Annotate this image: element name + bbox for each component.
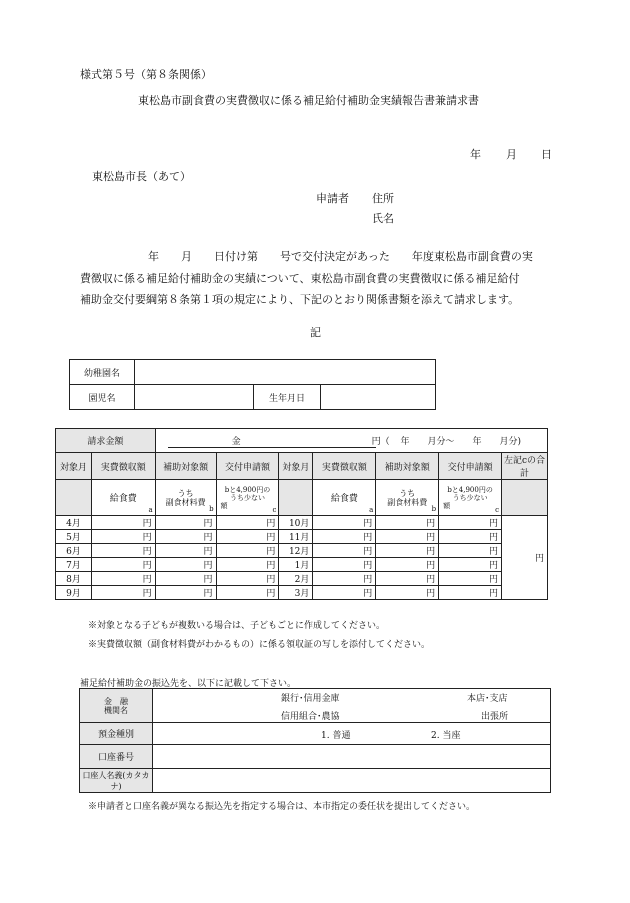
subheader-meal-2 [313, 480, 376, 516]
subheader-blank-2 [279, 480, 313, 516]
yen-request[interactable]: 円 [216, 544, 279, 558]
document-title: 東松島市副食費の実費徴収に係る補足給付補助金実績報告書兼請求書 [138, 94, 479, 107]
subheader-food [155, 480, 216, 516]
yen-open: 円（ [371, 436, 390, 447]
header-actual: 実費徴収額 [91, 453, 155, 480]
applicant-label: 申請者 [316, 192, 349, 205]
col-a-2: a [369, 506, 374, 514]
col-c-2: c [495, 506, 500, 514]
bank-type-2: 信用組合･農協 [281, 712, 340, 722]
month-row [56, 572, 548, 586]
yen-actual[interactable]: 円 [91, 516, 155, 530]
subheader-limit [216, 480, 279, 516]
claim-table [55, 428, 548, 600]
yen-subsidy-2[interactable]: 円 [376, 544, 439, 558]
yen-subsidy-2[interactable]: 円 [376, 586, 439, 600]
col-c: c [272, 506, 277, 514]
month-right: 2月 [279, 572, 313, 586]
header-subsidy-2: 補助対象額 [376, 453, 439, 480]
branch-type-1: 本店･支店 [467, 694, 508, 704]
bank-footnote: ※申請者と口座名義が異なる振込先を指定する場合は、本市指定の委任状を提出してください。 [88, 802, 476, 812]
deposit-option-checking[interactable]: 2. 当座 [431, 731, 461, 741]
name-label: 氏名 [372, 212, 394, 225]
month-right: 3月 [279, 586, 313, 600]
limit-line-2-b: うち少ない [452, 493, 488, 502]
header-month: 対象月 [56, 453, 92, 480]
food-label-2: 副食材料費 [387, 497, 428, 507]
yen-subsidy[interactable]: 円 [155, 516, 216, 530]
branch-type-2: 出張所 [481, 712, 509, 722]
child-info-table [69, 359, 436, 410]
yen-request[interactable]: 円 [216, 558, 279, 572]
month-rows [56, 516, 548, 600]
uchi-label-2: うち [399, 488, 416, 498]
yen-subsidy-2[interactable]: 円 [376, 530, 439, 544]
account-number-label: 口座番号 [80, 745, 153, 769]
institution-field[interactable] [153, 689, 551, 723]
yen-request-2[interactable]: 円 [439, 586, 502, 600]
col-b: b [209, 505, 214, 513]
month-left: 5月 [56, 530, 92, 544]
subheader-meal [91, 480, 155, 516]
header-total: 左記cの合計 [502, 453, 548, 480]
bank-type-1: 銀行･信用金庫 [281, 694, 340, 704]
child-label: 園児名 [70, 385, 135, 410]
yen-request-2[interactable]: 円 [439, 544, 502, 558]
meal-label: 給食費 [109, 494, 137, 504]
yen-request-2[interactable]: 円 [439, 572, 502, 586]
account-number-input[interactable] [153, 745, 551, 769]
date-month: 月 [506, 148, 517, 161]
month-right: 1月 [279, 558, 313, 572]
month-row [56, 558, 548, 572]
yen-request-2[interactable]: 円 [439, 516, 502, 530]
limit-line-2: うち少ない [229, 493, 265, 502]
account-name-label: 口座人名義(カタカナ) [80, 769, 153, 793]
address-label: 住所 [372, 192, 394, 205]
col-b-2: b [431, 505, 437, 513]
account-name-input[interactable] [153, 769, 551, 793]
yen-subsidy[interactable]: 円 [155, 586, 216, 600]
ki-heading: 記 [310, 326, 321, 339]
deposit-option-ordinary[interactable]: 1. 普通 [321, 731, 351, 741]
yen-request[interactable]: 円 [216, 586, 279, 600]
yen-subsidy-2[interactable]: 円 [376, 572, 439, 586]
claim-amount-label: 請求金額 [56, 429, 156, 453]
note-1: ※対象となる子どもが複数いる場合は、子どもごとに作成してください。 [88, 621, 386, 631]
limit-line-3: 額 [220, 501, 228, 510]
yen-request[interactable]: 円 [216, 530, 279, 544]
yen-subsidy-2[interactable]: 円 [376, 558, 439, 572]
yen-actual-2[interactable]: 円 [313, 586, 376, 600]
yen-actual-2[interactable]: 円 [313, 544, 376, 558]
month-row [56, 516, 548, 530]
bank-intro: 補足給付補助金の振込先を、以下に記載して下さい。 [80, 679, 297, 689]
meal-label-2: 給食費 [330, 494, 358, 504]
yen-actual-2[interactable]: 円 [313, 558, 376, 572]
header-request: 交付申請額 [216, 453, 279, 480]
month-right: 10月 [279, 516, 313, 530]
yen-actual[interactable]: 円 [91, 586, 155, 600]
month-left: 8月 [56, 572, 92, 586]
yen-actual[interactable]: 円 [91, 530, 155, 544]
yen-request-2[interactable]: 円 [439, 558, 502, 572]
birthdate-label: 生年月日 [254, 385, 321, 410]
header-actual-2: 実費徴収額 [313, 453, 376, 480]
header-month-2: 対象月 [279, 453, 313, 480]
birthdate-input[interactable] [321, 385, 436, 410]
yen-request[interactable]: 円 [216, 516, 279, 530]
institution-label-2: 機関名 [104, 705, 128, 715]
note-2: ※実費徴収額（副食材料費がわかるもの）に係る領収証の写しを添付してください。 [88, 640, 431, 650]
yen-actual[interactable]: 円 [91, 558, 155, 572]
month-row [56, 544, 548, 558]
yen-request[interactable]: 円 [216, 572, 279, 586]
yen-actual-2[interactable]: 円 [313, 530, 376, 544]
subheader-limit-2 [439, 480, 502, 516]
date-day: 日 [541, 148, 552, 161]
month-right: 11月 [279, 530, 313, 544]
month-left: 7月 [56, 558, 92, 572]
food-label: 副食材料費 [165, 497, 206, 507]
date-year: 年 [470, 148, 481, 161]
yen-subsidy[interactable]: 円 [155, 530, 216, 544]
month-right: 12月 [279, 544, 313, 558]
body-line-1: 年 月 日付け第 号で交付決定があった 年度東松島市副食費の実 [148, 250, 533, 263]
limit-line-3-b: 額 [443, 501, 451, 510]
bank-table [79, 688, 551, 793]
total-yen[interactable]: 円 [502, 516, 548, 600]
limit-line-1: bと4,900円の [224, 485, 271, 494]
yen-request-2[interactable]: 円 [439, 530, 502, 544]
body-line-2: 費徴収に係る補足給付補助金の実績について、東松島市副食費の実費徴収に係る補足給付 [80, 272, 520, 285]
month-left: 6月 [56, 544, 92, 558]
form-number: 様式第５号（第８条関係） [80, 68, 212, 81]
yen-subsidy[interactable]: 円 [155, 572, 216, 586]
subheader-blank-3 [502, 480, 548, 516]
month-row [56, 586, 548, 600]
uchi-label: うち [177, 488, 194, 498]
institution-label-1: 金 融 [104, 696, 128, 706]
month-left: 9月 [56, 586, 92, 600]
month-row [56, 530, 548, 544]
addressee: 東松島市長（あて） [92, 170, 191, 183]
school-label: 幼稚園名 [70, 360, 135, 385]
yen-subsidy[interactable]: 円 [155, 558, 216, 572]
yen-actual-2[interactable]: 円 [313, 572, 376, 586]
kin-label: 金 [231, 436, 241, 447]
body-line-3: 補助金交付要綱第８条第１項の規定により、下記のとおり関係書類を添えて請求します。 [80, 293, 520, 306]
col-a: a [148, 506, 153, 514]
yen-actual[interactable]: 円 [91, 572, 155, 586]
deposit-type-label: 預金種別 [80, 723, 153, 745]
school-input[interactable] [135, 360, 436, 385]
header-subsidy: 補助対象額 [155, 453, 216, 480]
yen-actual[interactable]: 円 [91, 544, 155, 558]
deposit-type-field[interactable] [153, 723, 551, 745]
yen-actual-2[interactable]: 円 [313, 516, 376, 530]
subheader-blank [56, 480, 92, 516]
subheader-food-2 [376, 480, 439, 516]
yen-subsidy-2[interactable]: 円 [376, 516, 439, 530]
header-request-2: 交付申請額 [439, 453, 502, 480]
child-input[interactable] [135, 385, 254, 410]
limit-line-1-b: bと4,900円の [447, 485, 493, 494]
period-label: 年 月分～ 年 月分) [400, 436, 522, 447]
month-left: 4月 [56, 516, 92, 530]
institution-label [80, 689, 153, 723]
claim-amount-field[interactable] [155, 429, 547, 453]
yen-subsidy[interactable]: 円 [155, 544, 216, 558]
